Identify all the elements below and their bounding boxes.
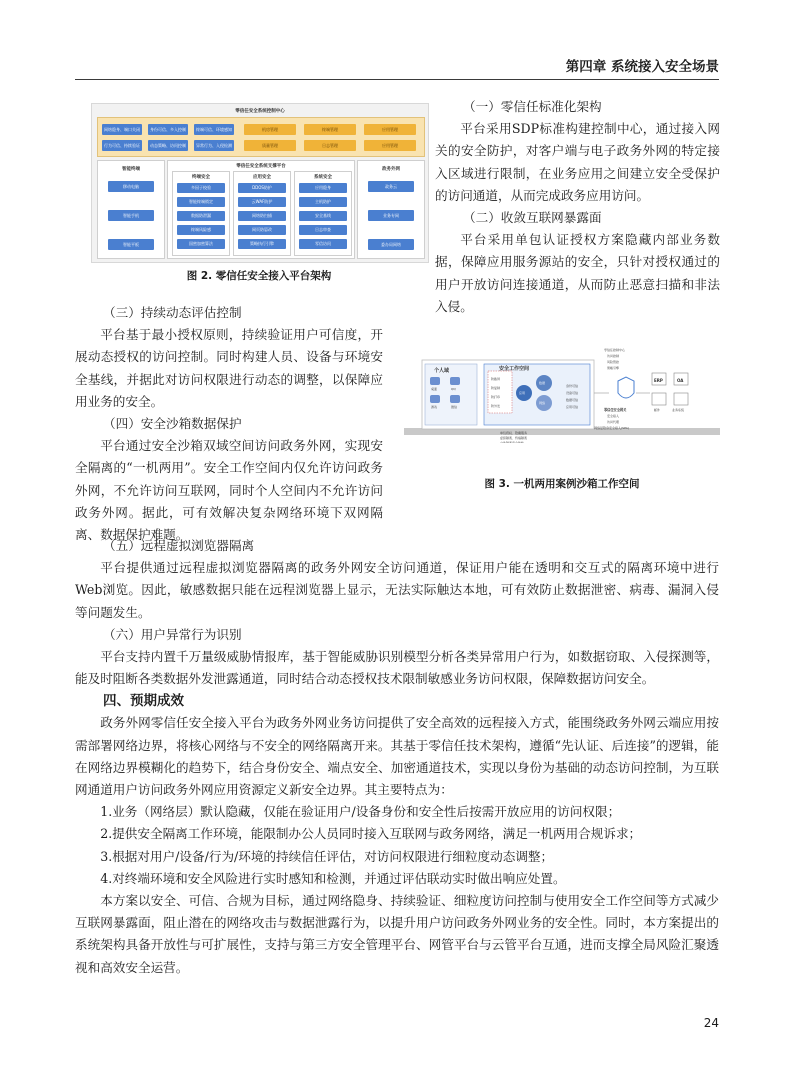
gov-network-panel [357,160,425,259]
figure-2-diagram [91,103,429,263]
paragraph-2: 平台采用单包认证授权方案隐藏内部业务数据，保障应用服务源站的安全，只针对授权通过的用户开放访问连接通道，从而防止恶意扫描和非法入侵。 [435,232,720,314]
bottom-list-item: 访问代理 [607,420,620,424]
shield-icon [618,377,634,398]
top-list-item: 零信任控制中心 [604,348,626,352]
diagram-cell: 安全基线 [299,211,347,221]
personal-icon-label: 微信 [451,405,458,409]
right-column [435,96,720,318]
personal-domain-box [425,364,477,425]
personal-icon-label: 游戏 [431,405,438,409]
mid-list-item: 设备可信 [566,391,579,395]
business-icon [674,393,688,405]
diagram-cell: 智能手机 [108,210,154,221]
diagram-cell: 身份可信、多入控制 [148,124,188,135]
personal-icon-label: 桌面 [431,387,438,391]
list-item: 2.提供安全隔离工作环境，能限制办公人员同时接入互联网与政务网络，满足一机两用合规诉求； [100,826,642,842]
policy-tag: 防外发 [491,404,501,408]
qq-icon [450,377,460,385]
diagram-cell: 数据防泄漏 [177,211,225,221]
diagram-cell: 应用隐身 [299,183,347,193]
platform-title: 零信任安全系统支撑平台 [236,164,286,169]
heading-3: （三）持续动态评估控制 [103,305,242,320]
list-item: 3.根据对用户/设备/行为/环境的持续信任评估，对访问权限进行细粒度动态调整； [100,848,554,864]
diagram-cell: 智能平板 [108,239,154,250]
app-security-column [233,171,291,256]
figure-3-diagram [404,345,720,443]
desktop-icon [430,377,440,385]
list-item: 1.业务（网络层）默认隐藏，仅能在验证用户/设备身份和安全性后按需开放应用的访问权限； [100,804,621,820]
sandbox-diagram [404,345,720,443]
game-icon [430,395,440,403]
system-security-column [294,171,352,256]
top-list-item: 风险管控 [607,360,620,364]
column-title: 终端安全 [192,175,210,180]
diagram-cell: 零信访问 [299,239,347,249]
header-rule [75,79,719,80]
diagram-cell: 政务云 [368,181,414,192]
gateway-label: 零信任安全网关 [604,408,627,412]
diagram-cell: 机房管理 [244,124,296,135]
diagram-cell: 日志管理 [304,140,356,151]
diagram-cell: 主机防护 [299,197,347,207]
paragraph-6: 平台支持内置千万量级威胁情报库，基于智能威胁识别模型分析各类异常用户行为，如数据窃取、入侵探测等，能及时阻断各类数据外发泄露通道，同时结合动态授权技术限制敏感业务访问权限，保障数据访问安全。 [75,649,719,687]
personal-domain-label: 个人域 [434,368,450,374]
heading-5: （五）远程虚拟浏览器隔离 [103,538,255,553]
secure-space-label: 安全工作空间 [499,366,530,372]
main-body [75,535,719,979]
diagram-cell: 移动电脑 [108,181,154,192]
policy-tag: 防截屏 [491,377,501,381]
paragraph-3: 平台基于最小授权原则，持续验证用户可信度，开展动态授权的访问控制。同时构建人员、设备与环境安全基线，并据此对访问权限进行动态的调整，以保障应用业务的安全。 [75,327,383,409]
diagram-cell: 应用管理 [364,124,416,135]
terminal-security-column [172,171,230,256]
diagram-cell: 国密加密算法 [177,239,225,249]
diagram-cell: 网页防篡改 [238,225,286,235]
column-title: 应用安全 [253,175,271,180]
control-center-title: 零信任安全系统控制中心 [235,109,285,114]
terminal-panel [97,160,165,259]
diagram-cell: 智能终端锁定 [177,197,225,207]
heading-4: （四）安全沙箱数据保护 [103,416,242,432]
support-platform-panel [167,160,355,259]
app-label: 业务系统 [672,408,685,412]
heading-1: （一）零信任标准化架构 [463,99,602,114]
bottom-left-item: 虚拟隔离、终端隔离 [500,436,528,440]
paragraph-8: 本方案以安全、可信、合规为目标，通过网络隐身、持续验证、细粒度访问控制与使用安全工作空间等方式减少互联网暴露面，阻止潜在的网络攻击与数据泄露行为，以提升用户访问政务外网业务的安全性。同时，本方案提出的系统架构具备开放性与可扩展性，支持与第三方安全管理平台、网管平台与云管平台互通，进而支撑全局风险汇聚透视和高效安全运营。 [75,893,719,975]
circle-label: 网络 [539,401,546,405]
column-title: 系统安全 [314,175,332,180]
circle-label: 数据 [539,381,546,385]
diagram-cell: DDOS防护 [238,183,286,193]
list-item: 4.对终端环境和安全风险进行实时感知和检测，并通过评估联动实时做出响应处置。 [100,870,566,886]
paragraph-4: 平台通过安全沙箱双域空间访问政务外网，实现安全隔离的“一机两用”。安全工作空间内仅允许访问政务外网，不允许访问互联网，同时个人空间内不允许访问政务外网。据此，可有效解决复杂网络环境下双网隔离、数据保护难题。 [75,438,383,543]
bottom-list-item: 网络层隐身安全接入(SPA) [594,426,629,430]
diagram-cell: 质量管理 [244,140,296,151]
mid-list-item: 应用可信 [566,405,579,409]
diagram-cell: 策略执行引擎 [238,239,286,249]
app-label: ERP [654,378,663,383]
mid-list-item: 数据可信 [566,398,579,402]
top-list-item: 策略引擎 [607,366,620,370]
diagram-cell: 终端可信、环境感知 [194,124,234,135]
diagram-cell: 网络隐身、端口关闭 [102,124,142,135]
diagram-cell: 日志审查 [299,225,347,235]
top-list-item: 访问控制 [607,354,620,358]
paragraph-7: 政务外网零信任安全接入平台为政务外网业务访问提供了安全高效的远程接入方式，能围绕政务外网云端应用按需部署网络边界，将核心网络与不安全的网络隔离开来。其基于零信任技术架构，遵循“先认证、后连接”的逻辑，能在网络边界模糊化的趋势下，结合身份安全、端点安全、加密通道技术，实现以身份为基础的动态访问控制，为互联网通道用户访问政务外网应用资源定义新安全边界。其主要特点为： [75,715,719,798]
panel-title: 智能终端 [122,167,140,172]
mail-icon [652,393,666,405]
app-label: 邮件 [654,408,661,412]
figure-2-caption: 图 2. 零信任安全接入平台架构 [186,270,332,282]
personal-icon-label: QQ [451,387,456,391]
paragraph-1: 平台采用SDP标准构建控制中心，通过接入网关的安全防护，对客户端与电子政务外网的特定接入区域进行限制，在业务应用之间建立安全受保护的访问通道，从而完成政务应用访问。 [435,121,720,203]
policy-tag: 防打印 [491,395,501,399]
diagram-cell: 应用管理 [364,140,416,151]
chapter-title: 第四章 系统接入安全场景 [565,59,719,75]
left-column [75,302,383,546]
panel-title: 政务外网 [382,167,400,172]
diagram-cell: 终端管理 [304,124,356,135]
control-center-band [97,117,425,157]
section-heading: 四、预期成效 [103,693,184,710]
heading-6: （六）用户异常行为识别 [103,626,242,642]
diagram-cell: 终端风险感 [177,225,225,235]
bottom-left-item: 文件隔离安全传输 [500,441,525,443]
diagram-cell: 业务专网 [368,210,414,221]
mid-list-item: 身份可信 [566,384,579,388]
diagram-cell: 多因子校验 [177,183,225,193]
bottom-list-item: 安全接入 [607,414,620,418]
wechat-icon [450,395,460,403]
diagram-cell: 行为可信、持续验证 [102,140,142,151]
page-number: 24 [703,1016,719,1030]
circle-label: 应用 [519,391,526,395]
diagram-cell: 网络防扫描 [238,211,286,221]
diagram-cell: 委办局网络 [368,239,414,250]
heading-2: （二）收敛互联网暴露面 [463,210,602,226]
paragraph-5: 平台提供通过远程虚拟浏览器隔离的政务外网安全访问通道，保证用户能在透明和交互式的隔离环境中进行Web浏览。因此，敏感数据只能在远程浏览器上显示，无法实际触达本地，可有效防止数据泄密、病毒、漏洞入侵等问题发生。 [75,560,719,620]
diagram-cell: 云WAF防护 [238,197,286,207]
diagram-cell: 异常行为、入侵检测 [194,140,234,151]
figure-3-caption: 图 3. 一机两用案例沙箱工作空间 [484,478,640,490]
policy-tag: 防复制 [491,386,501,390]
app-label: OA [677,378,684,383]
bottom-left-item: 单包授权、隐藏服务 [500,431,528,435]
diagram-cell: 动态策略、访问控制 [148,140,188,151]
